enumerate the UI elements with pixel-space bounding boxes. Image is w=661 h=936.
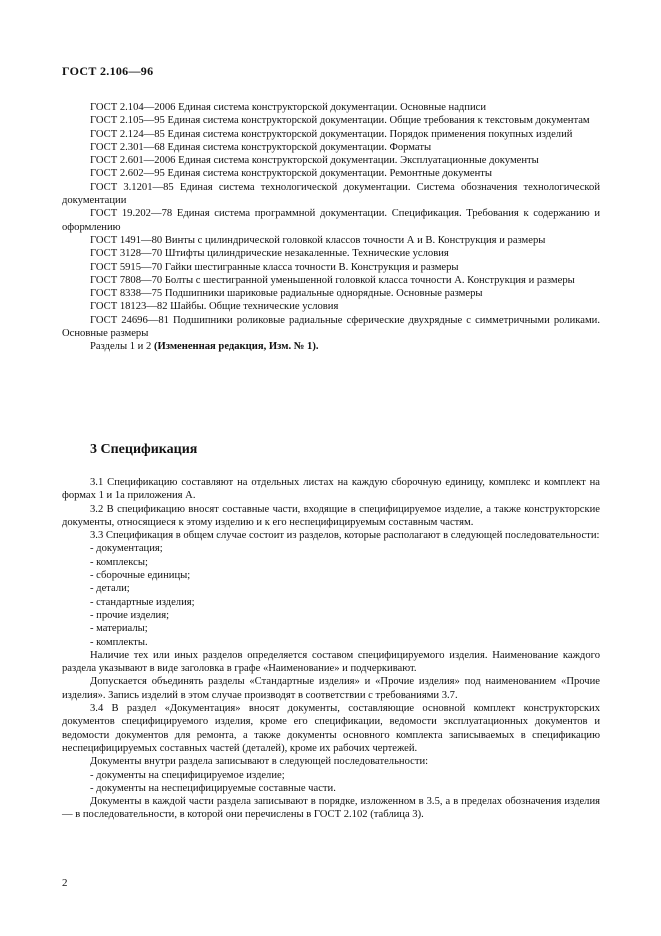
- amendment-note-text: Разделы 1 и 2: [90, 341, 154, 353]
- paragraph-3-2: 3.2 В спецификацию вносят составные части, входящие в специфицируемое изделие, а также конструкторские документы, относящиеся к этому изделию и к его неспецифицируемым составным частям.: [62, 503, 600, 528]
- list-item: - документы на неспецифицируемые составные части.: [90, 782, 336, 794]
- page-number: 2: [62, 877, 68, 889]
- reference-item: ГОСТ 18123—82 Шайбы. Общие технические условия: [90, 301, 339, 313]
- section-title: 3 Спецификация: [90, 442, 198, 457]
- reference-item: ГОСТ 24696—81 Подшипники роликовые радиальные сферические двухрядные с симметричными роликами. Основные размеры: [62, 314, 600, 340]
- paragraph-3-1: 3.1 Спецификацию составляют на отдельных листах на каждую сборочную единицу, комплекс и комплект на формах 1 и 1а приложения А.: [62, 477, 600, 502]
- list-item: - детали;: [90, 583, 130, 595]
- standard-header: ГОСТ 2.106—96: [62, 64, 154, 78]
- reference-item: ГОСТ 3128—70 Штифты цилиндрические незакаленные. Технические условия: [90, 248, 449, 260]
- reference-item: ГОСТ 2.104—2006 Единая система конструкторской документации. Основные надписи: [90, 102, 487, 113]
- paragraph-docs-order: Документы внутри раздела записывают в следующей последовательности:: [90, 756, 429, 768]
- list-item: - документация;: [90, 543, 163, 555]
- amendment-note: [62, 340, 600, 353]
- paragraph-3-4: 3.4 В раздел «Документация» вносят документы, составляющие основной комплект конструкторских документов специфицируемого изделия, кроме его спецификации, ведомости эксплуатационных документов и ведомости документов для ремонта, а также документы основного комплекта записываемых в спецификацию неспецифицируемых составных частей (деталей), кроме их рабочих чертежей.: [62, 703, 600, 754]
- list-item: - прочие изделия;: [90, 609, 170, 621]
- reference-item: ГОСТ 3.1201—85 Единая система технологической документации. Система обозначения технологической документации: [62, 181, 600, 207]
- paragraph-docs-each: Документы в каждой части раздела записывают в порядке, изложенном в 3.5, а в пределах обозначения изделия — в последовательности, в которой они перечислены в ГОСТ 2.102 (таблица 3).: [62, 796, 600, 821]
- reference-item: ГОСТ 2.602—95 Единая система конструкторской документации. Ремонтные документы: [90, 168, 493, 180]
- list-item: - стандартные изделия;: [90, 596, 195, 608]
- paragraph-3-3: 3.3 Спецификация в общем случае состоит из разделов, которые располагают в следующей последовательности:: [90, 530, 600, 542]
- reference-item: ГОСТ 2.301—68 Единая система конструкторской документации. Форматы: [90, 141, 432, 153]
- list-item: - документы на специфицируемое изделие;: [90, 769, 285, 781]
- reference-item: ГОСТ 5915—70 Гайки шестигранные класса точности В. Конструкция и размеры: [90, 261, 459, 273]
- reference-item: ГОСТ 2.105—95 Единая система конструкторской документации. Общие требования к текстовым документам: [90, 115, 590, 127]
- list-item: - материалы;: [90, 623, 148, 635]
- list-item: - сборочные единицы;: [90, 570, 191, 582]
- reference-item: ГОСТ 19.202—78 Единая система программной документации. Спецификация. Требования к содержанию и оформлению: [62, 208, 600, 233]
- section-body: [62, 476, 600, 822]
- amendment-note-bold: (Измененная редакция, Изм. № 1).: [153, 341, 319, 353]
- reference-item: ГОСТ 1491—80 Винты с цилиндрической головкой классов точности А и В. Конструкция и размеры: [90, 234, 546, 246]
- paragraph-presence: Наличие тех или иных разделов определяется составом специфицируемого изделия. Наименование каждого раздела указывают в виде заголовка в графе «Наименование» и подчеркивают.: [62, 649, 600, 675]
- reference-item: ГОСТ 2.124—85 Единая система конструкторской документации. Порядок применения покупных изделий: [90, 128, 573, 140]
- reference-item: ГОСТ 8338—75 Подшипники шариковые радиальные однорядные. Основные размеры: [90, 288, 483, 300]
- normative-references: [62, 101, 600, 354]
- paragraph-merge: Допускается объединять разделы «Стандартные изделия» и «Прочие изделия» под наименованием «Прочие изделия». Запись изделий в этом случае производят в соответствии с требованиями 3.7.: [62, 676, 600, 701]
- list-item: - комплексы;: [90, 556, 148, 568]
- list-item: - комплекты.: [90, 636, 148, 648]
- reference-item: ГОСТ 2.601—2006 Единая система конструкторской документации. Эксплуатационные документы: [90, 155, 539, 167]
- reference-item: ГОСТ 7808—70 Болты с шестигранной уменьшенной головкой класса точности А. Конструкция и размеры: [90, 274, 575, 286]
